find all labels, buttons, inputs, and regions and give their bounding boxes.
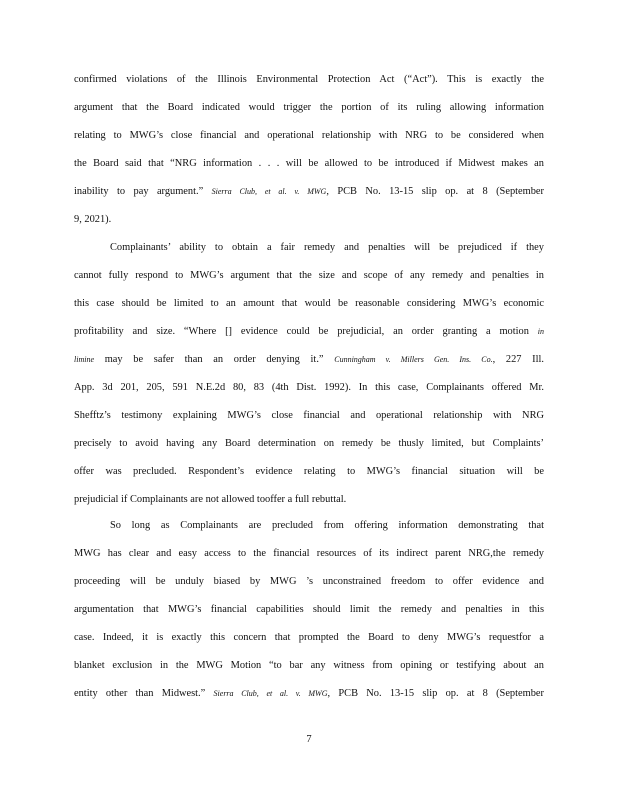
text-line: Complainants’ ability to obtain a fair remedy and penalties will be prejudiced if they <box>110 242 544 253</box>
text-line: So long as Complainants are precluded from offering information demonstrating that <box>110 520 544 531</box>
page-number: 7 <box>306 734 312 745</box>
text-line: MWG has clear and easy access to the financial resources of its indirect parent NRG,the remedy <box>74 548 544 559</box>
text-line: precisely to avoid having any Board determination on remedy be thusly limited, but Complaints’ <box>74 438 544 449</box>
italic-term: in <box>537 327 544 336</box>
text-run: , PCB No. 13-15 slip op. at 8 (September <box>327 688 544 699</box>
text-run: , 227 Ill. <box>492 354 544 365</box>
text-line: 9, 2021). <box>74 214 112 225</box>
text-line: relating to MWG’s close financial and operational relationship with NRG to be considered when <box>74 130 544 141</box>
text-run: profitability and size. “Where [] evidence could be prejudicial, an order granting a motion <box>74 326 529 337</box>
text-line: App. 3d 201, 205, 591 N.E.2d 80, 83 (4th Dist. 1992). In this case, Complainants offered Mr. <box>74 382 544 393</box>
text-line <box>74 183 544 201</box>
text-line: Shefftz’s testimony explaining MWG’s close financial and operational relationship with NRG <box>74 410 544 421</box>
text-line: the Board said that “NRG information . . . will be allowed to be introduced if Midwest makes an <box>74 158 544 169</box>
text-line: case. Indeed, it is exactly this concern that prompted the Board to deny MWG’s requestfor a <box>74 632 544 643</box>
text-run: , PCB No. 13-15 slip op. at 8 (September <box>326 186 544 197</box>
italic-term: limine <box>74 355 94 364</box>
text-line: proceeding will be unduly biased by MWG ’s unconstrained freedom to offer evidence and <box>74 576 544 587</box>
text-line: this case should be limited to an amount that would be reasonable considering MWG’s economic <box>74 298 544 309</box>
text-run: inability to pay argument.” <box>74 186 204 197</box>
text-line: confirmed violations of the Illinois Environmental Protection Act (“Act”). This is exactly the <box>74 74 544 85</box>
text-line <box>74 323 544 341</box>
text-line: argumentation that MWG’s financial capabilities should limit the remedy and penalties in this <box>74 604 544 615</box>
text-line <box>74 351 544 369</box>
text-run: entity other than Midwest.” <box>74 688 206 699</box>
case-citation: Cunningham v. Millers Gen. Ins. Co. <box>334 355 493 364</box>
case-citation: Sierra Club, et al. v. MWG <box>211 187 327 196</box>
text-line: offer was precluded. Respondent’s evidence relating to MWG’s financial situation will be <box>74 466 544 477</box>
text-line: cannot fully respond to MWG’s argument that the size and scope of any remedy and penalties in <box>74 270 544 281</box>
text-run: may be safer than an order denying it.” <box>104 354 324 365</box>
text-line: blanket exclusion in the MWG Motion “to bar any witness from opining or testifying about an <box>74 660 544 671</box>
text-line <box>74 685 544 703</box>
text-line: argument that the Board indicated would trigger the portion of its ruling allowing information <box>74 102 544 113</box>
case-citation: Sierra Club, et al. v. MWG <box>213 689 328 698</box>
text-line: prejudicial if Complainants are not allowed tooffer a full rebuttal. <box>74 494 347 505</box>
